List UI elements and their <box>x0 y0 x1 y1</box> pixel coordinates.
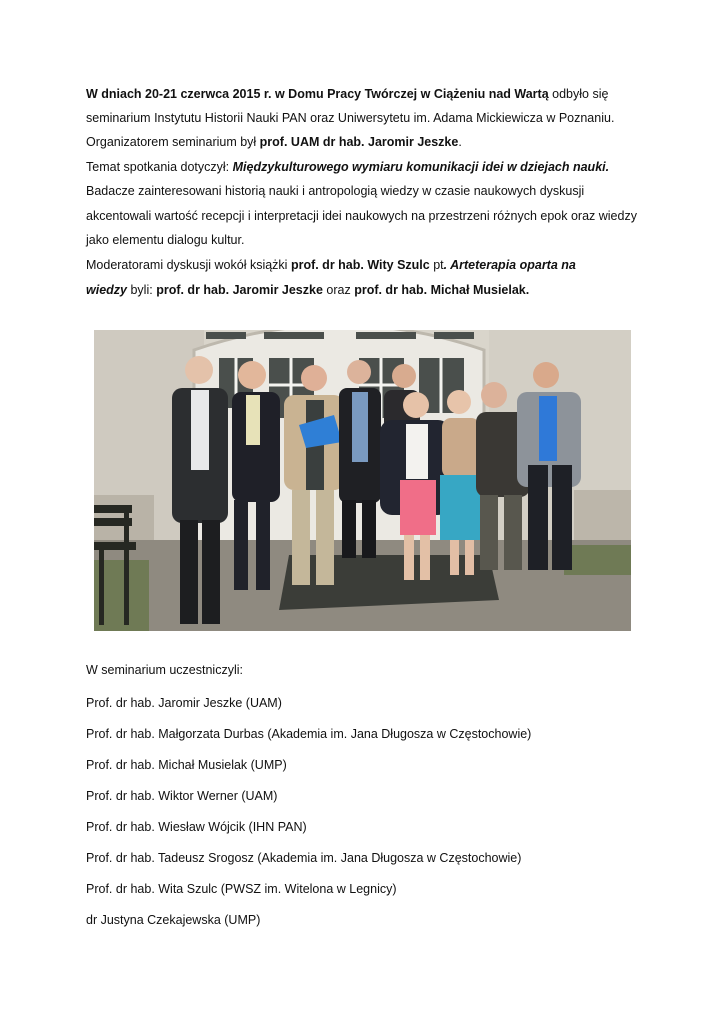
intro-line-5: Badacze zainteresowani historią nauki i antropologią wiedzy w czasie naukowych dyskusji <box>86 184 585 198</box>
event-date-place: W dniach 20-21 czerwca 2015 r. w Domu Pracy Twórczej w Ciążeniu nad Wartą <box>86 87 549 101</box>
participant-item: Prof. dr hab. Wita Szulc (PWSZ im. Witelona w Legnicy) <box>86 882 397 896</box>
moderator-2: prof. dr hab. Michał Musielak. <box>354 283 530 297</box>
participant-item: Prof. dr hab. Wiktor Werner (UAM) <box>86 789 278 803</box>
participants-heading: W seminarium uczestniczyli: <box>86 663 243 677</box>
group-photo <box>94 330 631 631</box>
participant-item: Prof. dr hab. Małgorzata Durbas (Akademia im. Jana Długosza w Częstochowie) <box>86 727 532 741</box>
text: byli: <box>127 283 157 297</box>
text: Organizatorem seminarium był <box>86 135 260 149</box>
intro-line-6: akcentowali wartość recepcji i interpretacji idei naukowych na przestrzeni różnych epok oraz wiedzy <box>86 209 637 223</box>
text: odbyło się <box>548 87 609 101</box>
participant-item: Prof. dr hab. Michał Musielak (UMP) <box>86 758 287 772</box>
participant-item: Prof. dr hab. Tadeusz Srogosz (Akademia im. Jana Długosza w Częstochowie) <box>86 851 522 865</box>
intro-line-7: jako elementu dialogu kultur. <box>86 233 245 247</box>
intro-line-2: seminarium Instytutu Historii Nauki PAN oraz Uniwersytetu im. Adama Mickiewicza w Poznaniu. <box>86 111 615 125</box>
text: . <box>458 135 462 149</box>
text: Moderatorami dyskusji wokół książki <box>86 258 291 272</box>
intro-line-9 <box>86 282 529 298</box>
participant-item: dr Justyna Czekajewska (UMP) <box>86 913 261 927</box>
text: oraz <box>322 283 355 297</box>
intro-line-4 <box>86 159 609 175</box>
intro-line-8 <box>86 257 576 273</box>
text: pt <box>429 258 444 272</box>
seminar-topic: Międzykulturowego wymiaru komunikacji idei w dziejach nauki. <box>232 160 610 174</box>
book-title-end: wiedzy <box>86 283 127 297</box>
intro-line-3 <box>86 134 462 150</box>
book-title: . Arteterapia oparta na <box>443 258 576 272</box>
participant-item: Prof. dr hab. Wiesław Wójcik (IHN PAN) <box>86 820 307 834</box>
moderator-1: prof. dr hab. Jaromir Jeszke <box>156 283 323 297</box>
organizer-name: prof. UAM dr hab. Jaromir Jeszke <box>259 135 459 149</box>
participant-item: Prof. dr hab. Jaromir Jeszke (UAM) <box>86 696 282 710</box>
intro-line-1 <box>86 86 608 102</box>
author-name: prof. dr hab. Wity Szulc <box>290 258 430 272</box>
text: Temat spotkania dotyczył: <box>86 160 233 174</box>
